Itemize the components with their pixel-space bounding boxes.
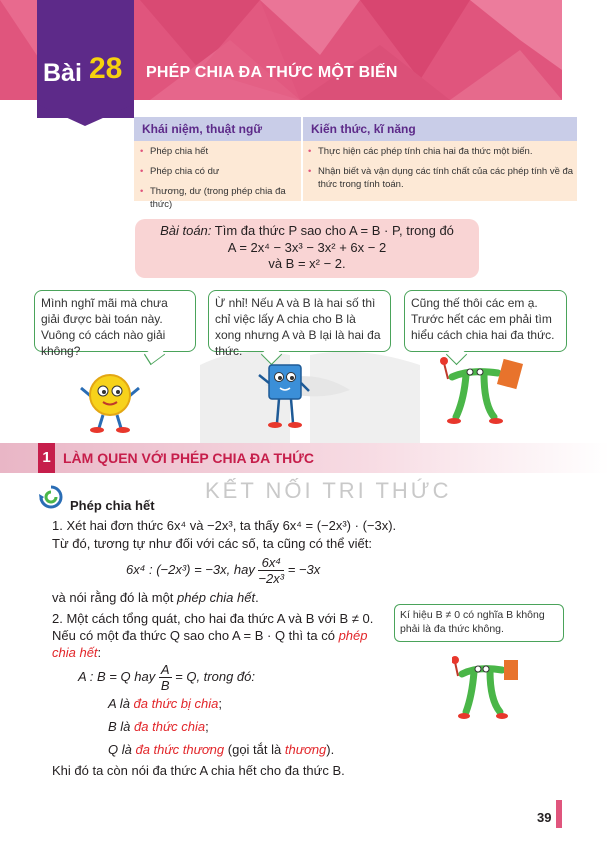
list-item: • Phép chia hết [138, 145, 298, 158]
lesson-label: Bài [43, 59, 82, 87]
paragraph-1: 1. Xét hai đơn thức 6x⁴ và −2x³, ta thấy 6x⁴ = (−2x³) · (−3x). [52, 518, 397, 533]
objectives-table [134, 117, 577, 210]
section-title: LÀM QUEN VỚI PHÉP CHIA ĐA THỨC [63, 450, 314, 466]
page-number: 39 [537, 810, 552, 825]
problem-box [135, 219, 479, 278]
formula-1: 6x⁴ : (−2x³) = −3x, hay $\frac{\text{6x⁴}}{\text{−2x³}}$ = −3x [126, 555, 321, 586]
pi-teacher-icon [440, 355, 530, 435]
square-character-icon [255, 355, 315, 435]
skills-heading: Kiến thức, kĩ năng [303, 117, 577, 141]
pi-teacher-small-icon [452, 654, 522, 724]
lesson-tab-notch [37, 104, 134, 126]
problem-line-3: và B = x² − 2. [268, 256, 346, 271]
list-item: • Nhận biết và vận dụng các tính chất của các phép tính về đa thức trong tính toán. [306, 165, 574, 191]
problem-line-2: A = 2x⁴ − 3x³ − 3x² + 6x − 2 [227, 239, 387, 255]
fraction: $\frac{\text{6x⁴}}{\text{−2x³}}$ [258, 555, 285, 586]
problem-line-1: Bài toán: Tìm đa thức P sao cho A = B · P, trong đó [160, 223, 454, 238]
speech-bubble-3: Cũng thế thôi các em ạ. Trước hết các em phải tìm hiểu cách chia hai đa thức. [404, 290, 567, 352]
activity-swirl-icon [38, 484, 64, 510]
concepts-heading: Khái niệm, thuật ngữ [134, 117, 301, 141]
list-item: • Phép chia có dư [138, 165, 298, 178]
skills-list [306, 145, 574, 198]
concepts-list [138, 145, 298, 218]
formula-2: A : B = Q hay $\frac{A}{B}$ = Q, trong đó: [78, 662, 255, 693]
list-item: • Thương, dư (trong phép chia đa thức) [138, 185, 298, 211]
paragraph-5: Khi đó ta còn nói đa thức A chia hết cho đa thức B. [52, 763, 345, 778]
paragraph-3: và nói rằng đó là một phép chia hết. [52, 590, 259, 605]
list-item: • Thực hiện các phép tính chia hai đa thức một biến. [306, 145, 574, 158]
fraction: $\frac{A}{B}$ [160, 662, 170, 693]
speech-bubble-2: Ừ nhỉ! Nếu A và B là hai số thì chỉ việc lấy A chia cho B là xong nhưng A và B lại là hai đa thức. [208, 290, 391, 352]
lesson-title: PHÉP CHIA ĐA THỨC MỘT BIẾN [146, 64, 398, 81]
objectives-divider [301, 117, 303, 201]
speech-bubble-1: Mình nghĩ mãi mà chưa giải được bài toán này. Vuông có cách nào giải không? [34, 290, 196, 352]
paragraph-4: 2. Một cách tổng quát, cho hai đa thức A và B với B ≠ 0. Nếu có một đa thức Q sao cho A = B · Q thì ta có phép chia hết: [52, 611, 374, 660]
watermark-text: KẾT NỐI TRI THỨC [205, 478, 452, 503]
problem-label: Bài toán: [160, 223, 212, 238]
section-number: 1 [38, 443, 55, 473]
definition-2: B là đa thức chia; [108, 719, 209, 734]
lesson-number: 28 [89, 52, 123, 85]
round-character-icon [75, 360, 145, 435]
definition-1: A là đa thức bị chia; [108, 696, 223, 711]
definition-3: Q là đa thức thương (gọi tắt là thương). [108, 742, 335, 757]
subsection-title: Phép chia hết [70, 498, 155, 513]
page-number-strip [556, 800, 562, 828]
side-note: Kí hiệu B ≠ 0 có nghĩa B không phải là đa thức không. [394, 604, 564, 642]
paragraph-2: Từ đó, tương tự như đối với các số, ta cũng có thể viết: [52, 536, 372, 551]
